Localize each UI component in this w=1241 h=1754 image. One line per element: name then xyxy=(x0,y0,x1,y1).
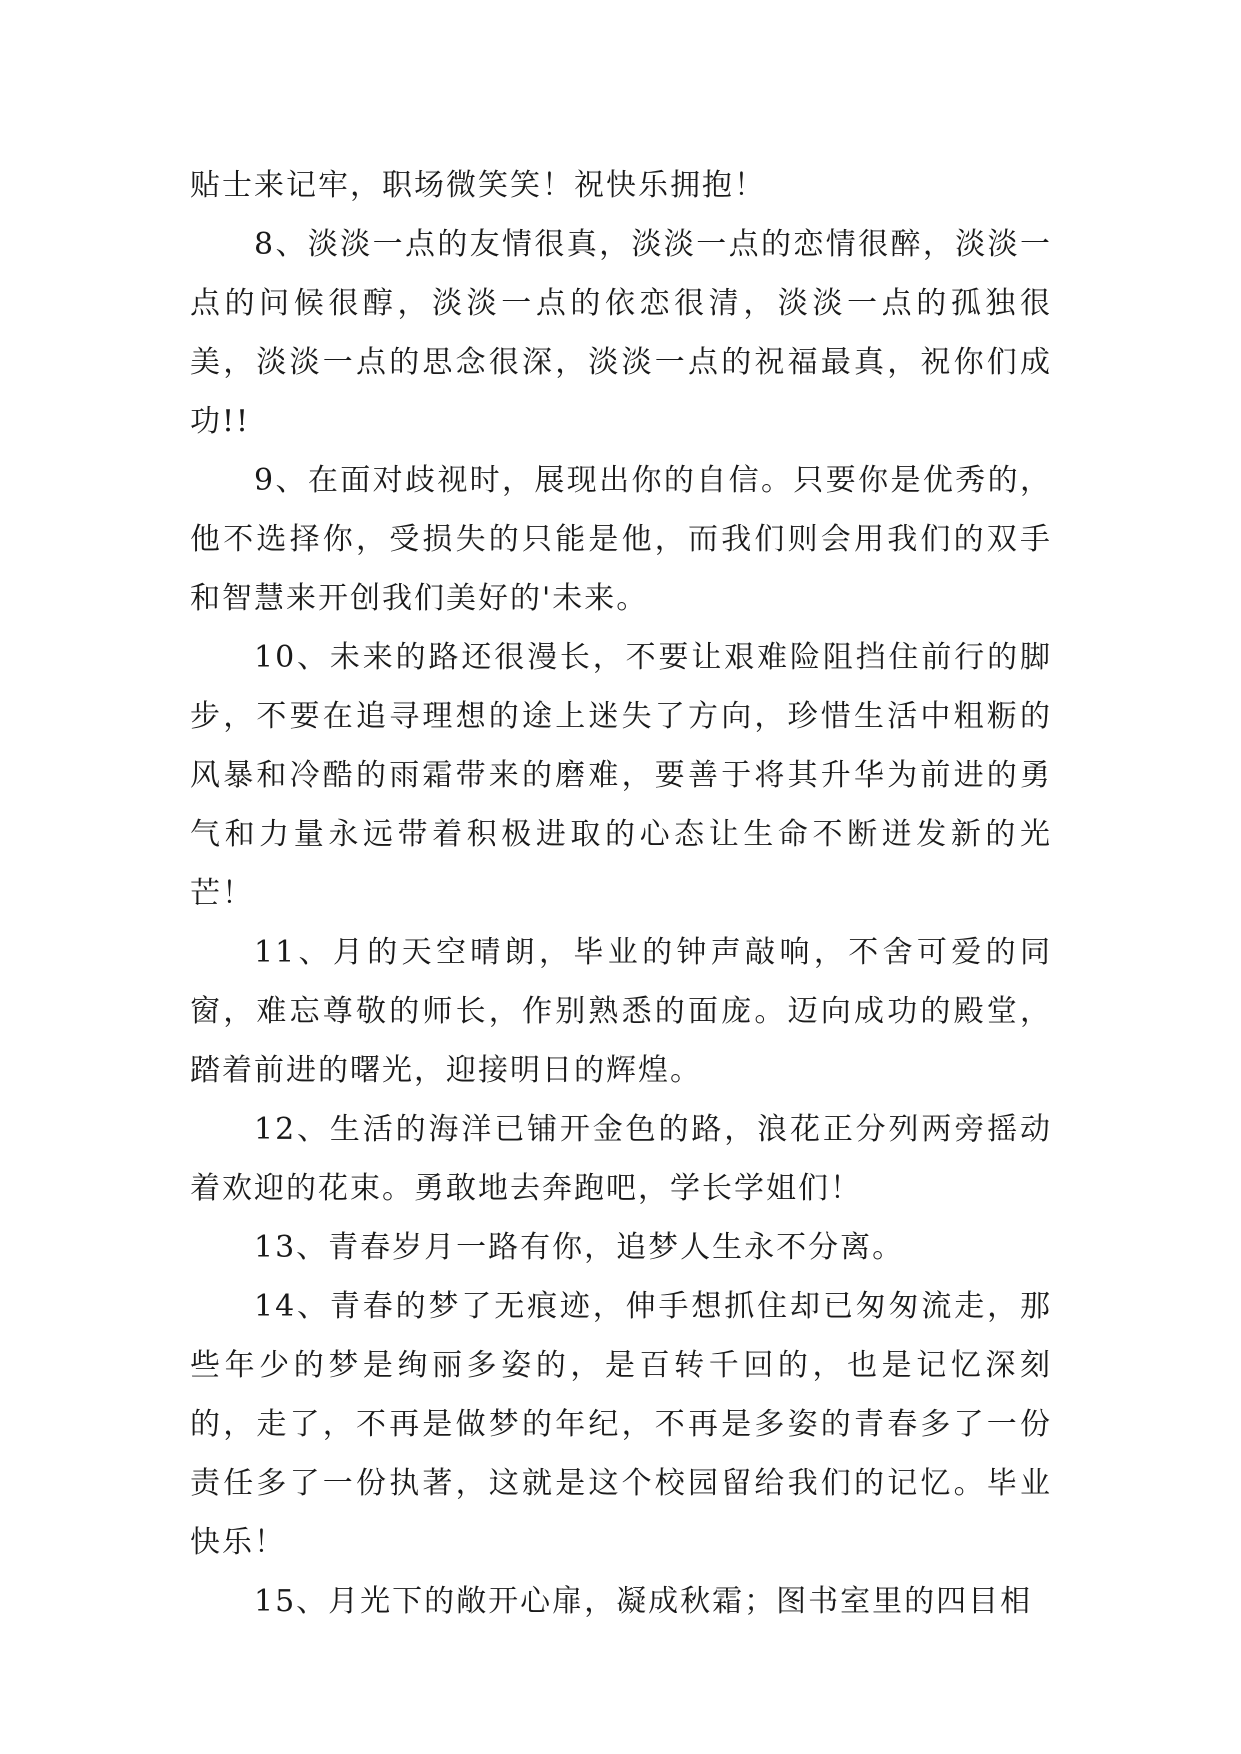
paragraph-14: 14、青春的梦了无痕迹，伸手想抓住却已匆匆流走，那些年少的梦是绚丽多姿的，是百转千回的，也是记忆深刻的，走了，不再是做梦的年纪，不再是多姿的青春多了一份责任多了一份执著，这就是这个校园留给我们的记忆。毕业快乐！ xyxy=(190,1289,1052,1560)
document-body xyxy=(190,156,1052,1631)
paragraph-15: 15、月光下的敞开心扉，凝成秋霜；图书室里的四目相 xyxy=(254,1584,1033,1619)
paragraph-8: 8、淡淡一点的友情很真，淡淡一点的恋情很醉，淡淡一点的问候很醇，淡淡一点的依恋很清，淡淡一点的孤独很美，淡淡一点的思念很深，淡淡一点的祝福最真，祝你们成功!! xyxy=(190,227,1052,439)
paragraph-13: 13、青春岁月一路有你，追梦人生永不分离。 xyxy=(254,1230,905,1265)
paragraph-9: 9、在面对歧视时，展现出你的自信。只要你是优秀的，他不选择你，受损失的只能是他，而我们则会用我们的双手和智慧来开创我们美好的'未来。 xyxy=(190,463,1052,616)
paragraph-10: 10、未来的路还很漫长，不要让艰难险阻挡住前行的脚步，不要在追寻理想的途上迷失了方向，珍惜生活中粗粝的风暴和冷酷的雨霜带来的磨难，要善于将其升华为前进的勇气和力量永远带着积极进取的心态让生命不断迸发新的光芒！ xyxy=(190,640,1052,911)
paragraph-continuation: 贴士来记牢，职场微笑笑！祝快乐拥抱！ xyxy=(190,168,766,203)
paragraph-12: 12、生活的海洋已铺开金色的路，浪花正分列两旁摇动着欢迎的花束。勇敢地去奔跑吧，学长学姐们！ xyxy=(190,1112,1052,1206)
paragraph-11: 11、月的天空晴朗，毕业的钟声敲响，不舍可爱的同窗，难忘尊敬的师长，作别熟悉的面庞。迈向成功的殿堂，踏着前进的曙光，迎接明日的辉煌。 xyxy=(190,935,1052,1088)
